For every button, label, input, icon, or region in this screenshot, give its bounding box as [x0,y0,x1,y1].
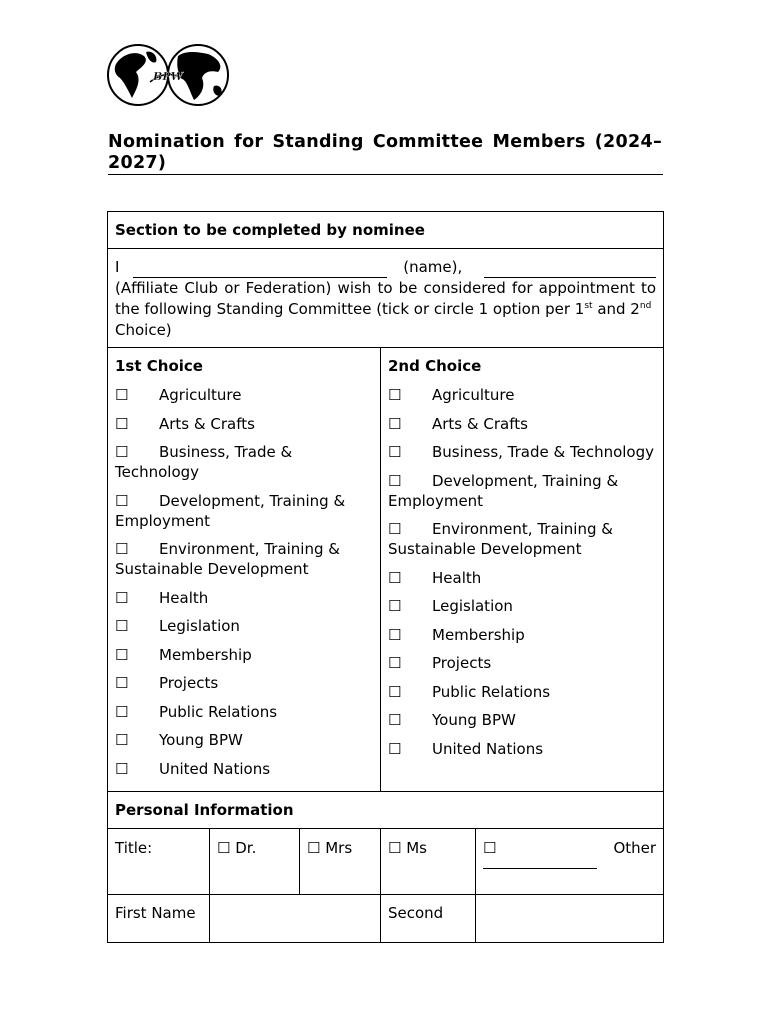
first-choice-option[interactable] [115,616,373,636]
title-option-ms[interactable]: ☐ Ms [381,829,476,895]
option-label: Development, Training & Employment [115,491,346,530]
option-label: Projects [159,674,219,692]
checkbox-icon[interactable]: ☐ [115,443,129,461]
title-underline [108,174,663,175]
checkbox-icon[interactable]: ☐ [115,414,129,433]
checkbox-icon[interactable]: ☐ [388,711,402,729]
checkbox-icon[interactable]: ☐ [388,386,402,404]
second-choice-option[interactable] [388,519,656,559]
option-label: Legislation [159,617,240,635]
section-header-nominee: Section to be completed by nominee [108,212,664,249]
second-name-label: Second [381,895,476,943]
first-choice-title: 1st Choice [115,357,203,375]
second-choice-option[interactable] [388,568,656,588]
option-label: Health [159,588,209,607]
checkbox-icon[interactable]: ☐ [388,625,402,644]
option-label: Arts & Crafts [432,414,528,433]
first-name-field[interactable] [210,895,381,943]
title-option-dr[interactable]: ☐ Dr. [210,829,300,895]
option-label: Young BPW [159,731,243,749]
second-choice-option[interactable] [388,653,656,673]
bpw-logo [106,42,230,108]
checkbox-icon[interactable]: ☐ [388,414,402,433]
option-label: Business, Trade & Technology [115,443,293,481]
second-choice-column [381,348,664,792]
first-choice-option[interactable] [115,759,373,779]
option-label: Agriculture [159,386,242,404]
first-choice-options [115,385,373,779]
second-choice-option[interactable] [388,385,656,405]
option-label: Public Relations [432,682,551,701]
title-option-other[interactable]: ☐ Other [476,829,664,895]
checkbox-icon[interactable]: ☐ [115,588,129,607]
checkbox-icon[interactable]: ☐ [115,491,129,510]
second-choice-option[interactable] [388,471,656,511]
checkbox-icon[interactable]: ☐ [388,597,402,615]
nominee-name-field[interactable] [133,263,387,278]
first-choice-option[interactable] [115,539,373,579]
second-choice-title: 2nd Choice [388,357,482,375]
second-choice-options [388,385,656,759]
nomination-form [107,211,664,943]
option-label: Environment, Training & Sustainable Development [388,520,613,558]
second-choice-option[interactable] [388,682,656,702]
title-option-mrs[interactable]: ☐ Mrs [300,829,381,895]
declaration-text: I (name), (Affiliate Club or Federation) wish to be considered for appointment to the following Standing Committee (tick or circle 1 option per 1st and 2nd Choice) [108,249,664,348]
first-choice-option[interactable] [115,442,373,482]
first-choice-option[interactable] [115,385,373,405]
checkbox-icon[interactable]: ☐ [115,674,129,692]
checkbox-icon[interactable]: ☐ [388,739,402,758]
checkbox-icon[interactable]: ☐ [115,617,129,635]
option-label: Development, Training & Employment [388,471,619,510]
checkbox-icon[interactable]: ☐ [388,654,402,672]
second-choice-option[interactable] [388,625,656,645]
first-choice-option[interactable] [115,673,373,693]
second-choice-option[interactable] [388,739,656,759]
checkbox-icon[interactable]: ☐ [115,759,129,778]
checkbox-icon[interactable]: ☐ [388,443,402,461]
second-choice-option[interactable] [388,442,656,462]
other-title-field[interactable] [483,859,597,869]
checkbox-icon[interactable]: ☐ [115,386,129,404]
option-label: Public Relations [159,702,278,721]
option-label: Agriculture [432,386,515,404]
second-choice-option[interactable] [388,414,656,434]
option-label: Arts & Crafts [159,414,255,433]
checkbox-icon[interactable]: ☐ [388,682,402,701]
option-label: United Nations [159,759,271,778]
logo-text: BPW [153,70,183,83]
form-title: Nomination for Standing Committee Members (2024–2027) [108,132,662,173]
checkbox-icon[interactable]: ☐ [115,540,129,558]
first-choice-option[interactable] [115,491,373,531]
option-label: Business, Trade & Technology [432,443,655,461]
option-label: Legislation [432,597,513,615]
option-label: Projects [432,654,492,672]
checkbox-icon[interactable]: ☐ [115,731,129,749]
option-label: United Nations [432,739,544,758]
title-label: Title: [108,829,210,895]
checkbox-icon[interactable]: ☐ [388,520,402,538]
option-label: Membership [432,625,525,644]
checkbox-icon[interactable]: ☐ [115,645,129,664]
option-label: Membership [159,645,252,664]
section-header-personal: Personal Information [108,792,664,829]
second-choice-option[interactable] [388,596,656,616]
option-label: Health [432,568,482,587]
first-choice-column [108,348,381,792]
first-choice-option[interactable] [115,414,373,434]
option-label: Young BPW [432,711,516,729]
checkbox-icon[interactable]: ☐ [388,568,402,587]
first-choice-option[interactable] [115,645,373,665]
affiliate-club-field[interactable] [484,263,656,278]
second-choice-option[interactable] [388,710,656,730]
first-choice-option[interactable] [115,730,373,750]
first-choice-option[interactable] [115,588,373,608]
first-name-label: First Name [108,895,210,943]
checkbox-icon[interactable]: ☐ [388,471,402,490]
first-choice-option[interactable] [115,702,373,722]
second-name-field[interactable] [476,895,664,943]
checkbox-icon[interactable]: ☐ [115,702,129,721]
option-label: Environment, Training & Sustainable Development [115,540,340,578]
